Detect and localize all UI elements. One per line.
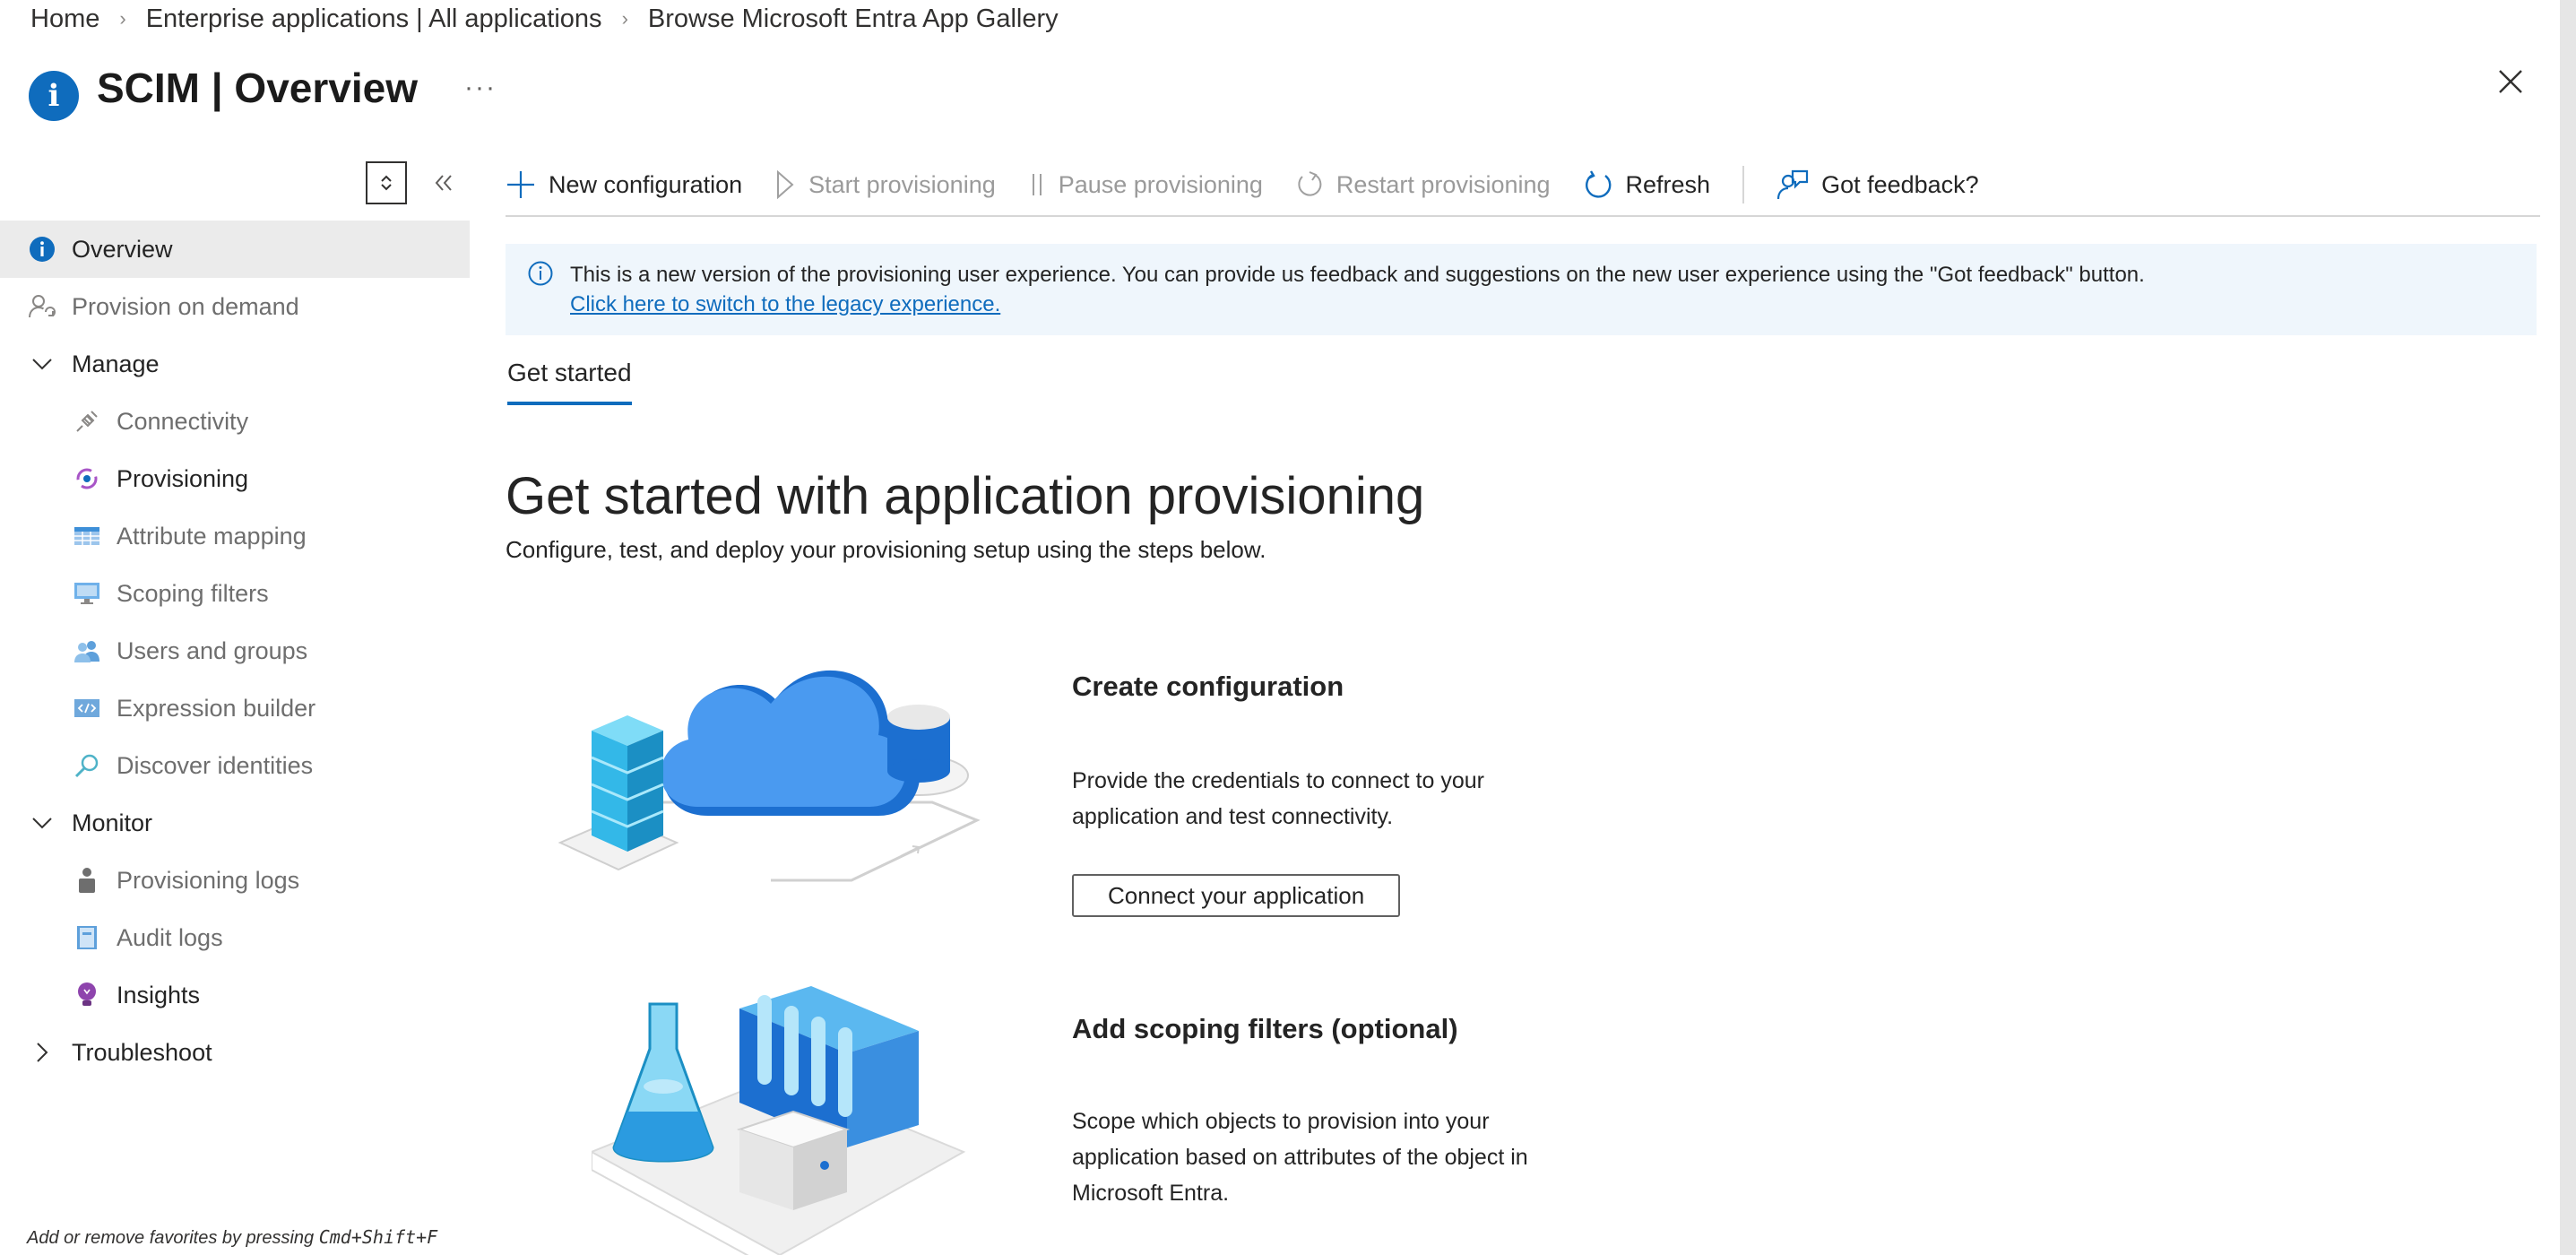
- sidebar-item-overview[interactable]: [0, 221, 470, 278]
- sidebar-item-label: Provision on demand: [72, 292, 299, 320]
- tab-get-started[interactable]: Get started: [507, 359, 632, 405]
- feedback-icon: [1776, 169, 1809, 201]
- restart-provisioning-button[interactable]: [1295, 169, 1551, 200]
- cloud-server-illustration: [556, 628, 986, 896]
- users-icon: [72, 636, 102, 666]
- sidebar-item-scoping-filters[interactable]: [0, 565, 470, 622]
- favorites-hint: [27, 1226, 437, 1249]
- restart-icon: [1295, 169, 1324, 200]
- feedback-button[interactable]: [1776, 169, 1979, 201]
- page-title-app: SCIM: [97, 65, 200, 111]
- provisioning-icon: [72, 463, 102, 494]
- plus-icon: [506, 169, 536, 200]
- sidebar-item-expression-builder[interactable]: [0, 679, 470, 737]
- user-sync-icon: [27, 291, 57, 322]
- pause-provisioning-button[interactable]: [1028, 171, 1263, 199]
- more-options-button[interactable]: ···: [464, 73, 497, 102]
- code-icon: [72, 693, 102, 723]
- favorites-hint-keys: Cmd+Shift+F: [318, 1226, 438, 1248]
- start-provisioning-label: Start provisioning: [808, 170, 996, 198]
- sidebar-group-label: Monitor: [72, 809, 153, 836]
- log-user-icon: [72, 865, 102, 896]
- sidebar-item-label: Users and groups: [117, 636, 308, 664]
- sidebar-group-label: Troubleshoot: [72, 1038, 212, 1066]
- collapse-sidebar-button[interactable]: [434, 166, 454, 201]
- page-title: [97, 64, 418, 112]
- breadcrumb-enterprise-applications[interactable]: Enterprise applications | All applications: [145, 4, 602, 33]
- chevron-up-down-icon: [379, 174, 393, 192]
- monitor-icon: [72, 578, 102, 609]
- sidebar-item-connectivity[interactable]: [0, 393, 470, 450]
- command-bar: [506, 154, 2540, 217]
- sidebar-item-attribute-mapping[interactable]: [0, 507, 470, 565]
- breadcrumb-separator: ›: [119, 7, 126, 30]
- chevron-down-icon: [27, 357, 57, 371]
- sidebar-item-users-and-groups[interactable]: [0, 622, 470, 679]
- new-configuration-label: New configuration: [549, 170, 743, 198]
- close-button[interactable]: [2490, 61, 2531, 102]
- play-icon: [774, 169, 796, 200]
- sidebar-item-label: Expression builder: [117, 694, 316, 722]
- pause-provisioning-label: Pause provisioning: [1058, 170, 1263, 198]
- sidebar-item-provisioning[interactable]: [0, 450, 470, 507]
- content-title: Get started with application provisioning: [506, 467, 1425, 525]
- magnifier-icon: [72, 750, 102, 781]
- info-banner: [506, 244, 2537, 335]
- sidebar-item-label: Connectivity: [117, 407, 249, 435]
- sidebar-item-label: Insights: [117, 981, 201, 1008]
- table-icon: [72, 521, 102, 551]
- breadcrumb-app-gallery[interactable]: Browse Microsoft Entra App Gallery: [647, 4, 1059, 33]
- step-scoping-filters-title: Add scoping filters (optional): [1072, 1013, 1458, 1044]
- page-header: [29, 56, 497, 120]
- sidebar-item-label: Scoping filters: [117, 579, 269, 607]
- refresh-label: Refresh: [1625, 170, 1711, 198]
- sidebar-item-label: Audit logs: [117, 923, 223, 951]
- pause-icon: [1028, 171, 1046, 198]
- chevron-right-icon: [27, 1042, 57, 1063]
- sidebar-item-label: Provisioning logs: [117, 866, 300, 894]
- command-bar-divider: [1742, 166, 1744, 203]
- legacy-experience-link[interactable]: Click here to switch to the legacy experience.: [570, 292, 1001, 316]
- sidebar-item-discover-identities[interactable]: [0, 737, 470, 794]
- sidebar-item-audit-logs[interactable]: [0, 909, 470, 966]
- favorites-hint-text: Add or remove favorites by pressing: [27, 1228, 319, 1248]
- new-configuration-button[interactable]: [506, 169, 742, 200]
- step-scoping-filters-description: Scope which objects to provision into your application based on attributes of the object in Microsoft Entra.: [1072, 1109, 1528, 1206]
- chevron-down-icon: [27, 816, 57, 830]
- lightbulb-icon: [72, 980, 102, 1010]
- refresh-icon: [1583, 169, 1613, 200]
- sidebar-nav: [0, 221, 470, 1081]
- info-icon: [27, 234, 57, 264]
- sidebar-item-insights[interactable]: [0, 966, 470, 1024]
- step-create-configuration-title: Create configuration: [1072, 671, 1344, 702]
- breadcrumb: [30, 0, 1059, 38]
- sidebar-item-label: Provisioning: [117, 464, 249, 492]
- info-icon: i: [29, 71, 79, 121]
- double-chevron-left-icon: [434, 173, 454, 193]
- sidebar-item-label: Attribute mapping: [117, 522, 307, 550]
- sidebar-group-troubleshoot[interactable]: [0, 1024, 470, 1081]
- lab-flask-illustration: [592, 986, 968, 1255]
- step-create-configuration-description: Provide the credentials to connect to your application and test connectivity.: [1072, 768, 1484, 829]
- connect-application-button[interactable]: Connect your application: [1072, 874, 1400, 917]
- refresh-button[interactable]: [1583, 169, 1711, 200]
- plug-icon: [72, 406, 102, 437]
- breadcrumb-separator: ›: [621, 7, 628, 30]
- sidebar-group-manage[interactable]: [0, 335, 470, 393]
- page-title-section: | Overview: [200, 65, 419, 111]
- sidebar-item-provision-on-demand[interactable]: [0, 278, 470, 335]
- start-provisioning-button[interactable]: [774, 169, 996, 200]
- sidebar-tools: [366, 161, 454, 204]
- banner-message: This is a new version of the provisioning user experience. You can provide us feedback and suggestions on the new user experience using the "Got feedback" button.: [570, 263, 2145, 287]
- sidebar-group-label: Manage: [72, 350, 160, 377]
- book-icon: [72, 922, 102, 953]
- content-subtitle: Configure, test, and deploy your provisioning setup using the steps below.: [506, 536, 1266, 563]
- restart-provisioning-label: Restart provisioning: [1336, 170, 1551, 198]
- expand-collapse-all-button[interactable]: [366, 161, 407, 204]
- window-edge: [2560, 0, 2576, 1255]
- sidebar-group-monitor[interactable]: [0, 794, 470, 852]
- feedback-label: Got feedback?: [1821, 170, 1979, 198]
- info-outline-icon: [527, 260, 554, 335]
- close-icon: [2497, 68, 2524, 95]
- sidebar-item-provisioning-logs[interactable]: [0, 852, 470, 909]
- breadcrumb-home[interactable]: Home: [30, 4, 100, 33]
- sidebar-item-label: Overview: [72, 235, 173, 263]
- sidebar-item-label: Discover identities: [117, 751, 314, 779]
